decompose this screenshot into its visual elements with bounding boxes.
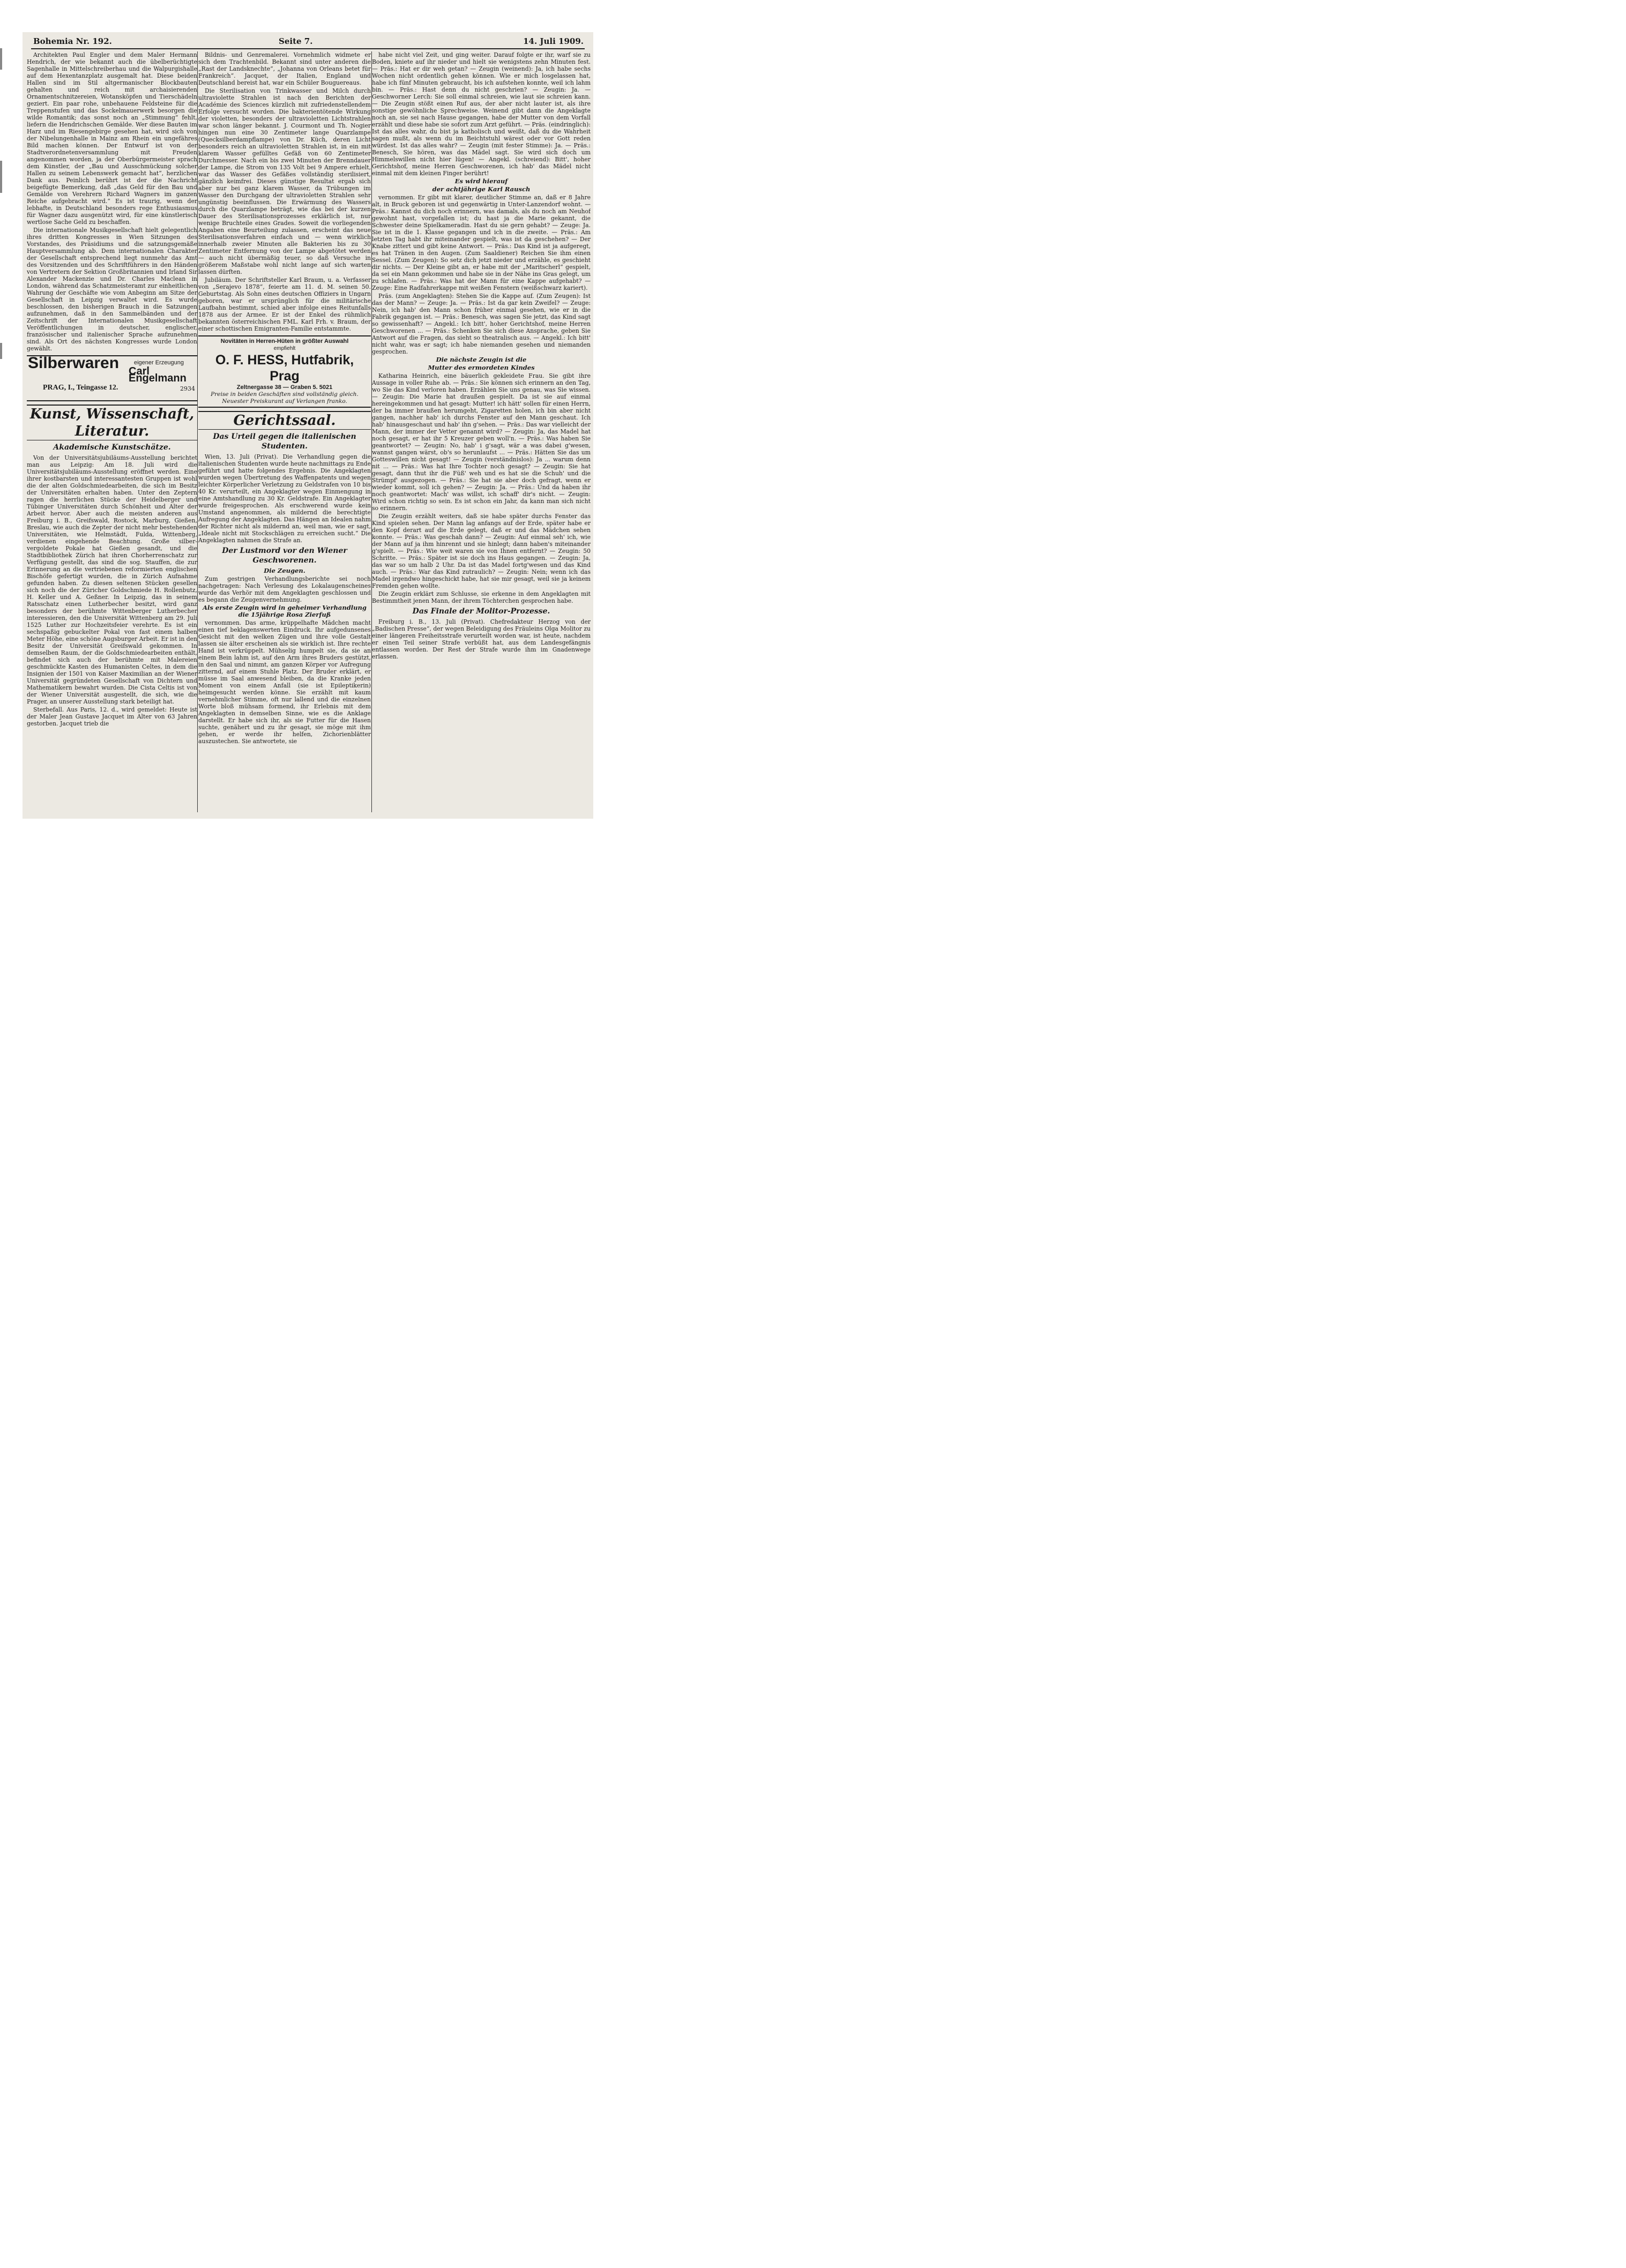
article-paragraph: Wien, 13. Juli (Privat). Die Verhandlung gegen die italienischen Studenten wurde heute nachmittags zu Ende geführt und hatte folgendes Ergebnis. Die Angeklagten wurden wegen Übertretung des Waffenpatents und wegen leichter Körperlicher Verletzung zu Geldstrafen von 10 bis 40 Kr. verurteilt, ein Angeklagter wegen Einmengung in eine Amtshandlung zu 30 Kr. Geldstrafe. Ein Angeklagter wurde freigesprochen. Als erschwerend wurde kein Umstand angenommen, als mildernd die berechtigte Aufregung der Angeklagten. Das Hängen an Idealen nahm der Richter nicht als mildernd an, weil man, wie er sagt, „Ideale nicht mit Stockschlägen zu erreichen sucht.“ Die Angeklagten nahmen die Strafe an. bbox=[198, 453, 371, 544]
article-paragraph: Präs. (zum Angeklagten): Stehen Sie die Kappe auf. (Zum Zeugen): Ist das der Mann? — Zeuge: Ja. — Präs.: Ist da gar kein Zweifel? — Zeuge: Nein, ich hab' den Mann schon früher einmal gesehen, wie er in die Fabrik gegangen ist. — Präs.: Benesch, was sagen Sie jetzt, das Kind sagt so gewissenhaft? — Angekl.: Ich bitt', hoher Gerichtshof, meine Herren Geschworenen ... — Präs.: Schenken Sie sich diese Ansprache, geben Sie Antwort auf die Fragen, das sieht so theatralisch aus. — Angekl.: Ich bitt' nicht wahr, was er sagt; ich habe niemanden gesehen und niemanden gesprochen. bbox=[372, 293, 591, 355]
column-1 bbox=[27, 51, 197, 812]
article-subheadline: Die Zeugen. bbox=[264, 567, 305, 574]
header-left: Bohemia Nr. 192. bbox=[33, 36, 112, 46]
article-subheadline: der achtjährige Karl Rausch bbox=[432, 185, 531, 193]
article-paragraph: Die Zeugin erklärt zum Schlusse, sie erkenne in dem Angeklagten mit Bestimmtheit jenen Mann, der ihrem Töchterchen gesprochen habe. bbox=[372, 590, 591, 604]
article-paragraph: Die internationale Musikgesellschaft hielt gelegentlich ihres dritten Kongresses in Wien Sitzungen des Vorstandes, des Präsidiums und die satzungsgemäße Hauptversammlung ab. Dem internationalen Charakter der Gesellschaft entsprechend liegt nunmehr das Amt des Vorsitzenden und des Schriftführers in den Händen von Vertretern der Sektion Großbritannien und Irland Sir Alexander Mackenzie und Dr. Charles Maclean in London, während das Schatzmeisteramt zur einheitlichen Wahrung der Geschäfte wie vom Anbeginn am Sitze der Gesellschaft in Leipzig verwaltet wird. Es wurde beschlossen, den bisherigen Brauch in die Satzungen aufzunehmen, daß in den Sammelbänden und der Zeitschrift der Internationalen Musikgesellschaft Veröffentlichungen in deutscher, englischer, französischer und italienischer Sprache aufzunehmen sind. Als Ort des nächsten Kongresses wurde London gewählt. bbox=[27, 227, 197, 352]
ad-code: 5021 bbox=[319, 384, 333, 391]
article-paragraph: habe nicht viel Zeit, und ging weiter. Darauf folgte er ihr, warf sie zu Boden, kniete auf ihr nieder und hielt sie wenigstens zehn Minuten fest. — Präs.: Hat er dir weh getan? — Zeugin (weinend): Ja, ich habe sechs Wochen nicht ordentlich gehen können. Wie er mich losgelassen hat, habe ich fünf Minuten gebraucht, bis ich aufstehen konnte, weil ich lahm bin. — Präs.: Hast denn du nicht geschrien? — Zeugin: Ja. — Geschworner Lerch: Sie soll einmal schreien, wie laut sie schreien kann. — Die Zeugin stößt einen Ruf aus, der aber nicht lauter ist, als ihre sonstige gewöhnliche Sprechweise. Weinend gibt dann die Angeklagte noch an, sie sei nach Hause gegangen, habe der Mutter von dem Vorfall erzählt und diese habe sie sofort zum Arzt geführt. — Präs. (eindringlich): Ist das alles wahr, du bist ja katholisch und weißt, daß du die Wahrheit sagen mußt, als wenn du im Beichtstuhl wärest oder vor Gott reden würdest. Ist das alles wahr? — Zeugin (mit fester Stimme): Ja. — Präs.: Benesch, Sie hören, was das Mädel sagt. Sie wird sich doch um Himmelswillen nicht hier lügen! — Angekl. (schreiend): Bitt', hoher Gerichtshof, meine Herren Geschworenen, ich hab' das Mädel nicht einmal mit dem kleinen Finger berührt! bbox=[372, 51, 591, 177]
article-paragraph: Zum gestrigen Verhandlungsberichte sei noch nachgetragen: Nach Verlesung des Lokalaugenscheines wurde das Verhör mit dem Angeklagten geschlossen und es begann die Zeugenvernehmung. bbox=[198, 575, 371, 603]
column-divider bbox=[197, 51, 198, 812]
article-paragraph: Jubiläum. Der Schriftsteller Karl Braum, u. a. Verfasser von „Serajevo 1878“, feierte am 11. d. M. seinen 50. Geburtstag. Als Sohn eines deutschen Offiziers in Ungarn geboren, war er ursprünglich für die militärische Laufbahn bestimmt, schied aber infolge eines Reitunfalls 1878 aus der Armee. Er ist der Enkel des rühmlich bekannten österreichischen FML. Karl Frh. v. Braum, der einer schottischen Emigranten-Familie entstammte. bbox=[198, 276, 371, 332]
article-subheadline: Als erste Zeugin wird in geheimer Verhandlung die 15jährige Rosa Zierfuß bbox=[203, 604, 367, 618]
article-subheadline: Mutter des ermordeten Kindes bbox=[428, 364, 535, 371]
ad-address-text: Zeltnergasse 38 — Graben 5. bbox=[236, 384, 318, 391]
scan-edge-mark bbox=[0, 48, 2, 70]
article-headline: Das Finale der Molitor-Prozesse. bbox=[412, 607, 550, 616]
ad-firm-name: O. F. HESS, Hutfabrik, Prag bbox=[215, 353, 354, 384]
ad-note: Preise in beiden Geschäften sind vollständig gleich. Neuester Preiskurant auf Verlangen franko. bbox=[211, 391, 359, 405]
header-date: 14. Juli 1909. bbox=[523, 36, 584, 46]
section-title: Kunst, Wissenschaft, Literatur. bbox=[27, 405, 197, 440]
article-subheadline: Es wird hierauf bbox=[454, 177, 508, 185]
section-title: Gerichtssaal. bbox=[198, 411, 371, 430]
article-paragraph: Architekten Paul Engler und dem Maler Hermann Hendrich, der wie bekannt auch die übelberüchtigte Sagenhalle in Mittelschreiberhau und die Walpurgishalle auf dem Hexentanzplatz ausgemalt hat. Diese beiden Hallen sind im Stil altgermanischer Blockbauten gehalten und reich mit archaisierenden Ornamentschnitzereien, Wotansköpfen und Tierschädeln geziert. Ein paar rohe, unbehauene Feldsteine für die Treppenstufen und das Sockelmauerwerk besorgen die wilde Romantik; das sonst noch an „Stimmung“ fehlt, liefern die Hendrichschen Gemälde. Wer diese Bauten im Harz und im Riesengebirge gesehen hat, wird sich von der Nibelungenhalle in Mainz am Rhein ein ungefähres Bild machen können. Der Entwurf ist von der Stadtverordnetenversammlung mit Freuden angenommen worden, ja der Oberbürgermeister sprach dem Künstler, der „Bau und Ausschmückung solcher Hallen zu seinem Lebenswerk gemacht hat“, herzlichen Dank aus. Peinlich berührt ist der die Nachricht beigefügte Bemerkung, daß „das Geld für den Bau und Gemälde von Verehrern Richard Wagners im ganzen Reiche aufgebracht wird.“ Es ist traurig, wenn der lebhafte, in Deutschland besonders rege Enthusiasmus für Wagner dazu ausgenützt wird, für eine künstlerisch wertlose Sache Geld zu beschaffen. bbox=[27, 51, 197, 226]
article-subheadline: Die nächste Zeugin ist die bbox=[436, 356, 527, 363]
ad-firm-name: Carl Engelmann bbox=[129, 365, 187, 384]
article-paragraph: Freiburg i. B., 13. Juli (Privat). Chefredakteur Herzog von der „Badischen Presse“, der wegen Beleidigung des Fräuleins Olga Molitor zu einer längeren Freiheitsstrafe verurteilt worden war, ist heute, nachdem er einen Teil seiner Strafe verbüßt hat, aus dem Landesgefängnis entlassen worden. Der Rest der Strafe wurde ihm im Gnadenwege erlassen. bbox=[372, 618, 591, 660]
article-headline: Das Urteil gegen die italienischen Studenten. bbox=[213, 432, 356, 451]
article-headline: Akademische Kunstschätze. bbox=[53, 443, 171, 452]
ad-address: PRAG, I., Teingasse 12. bbox=[43, 384, 118, 392]
article-headline: Der Lustmord vor den Wiener Geschworenen. bbox=[222, 547, 347, 565]
ad-code: 2934 bbox=[180, 385, 195, 392]
header-rule bbox=[31, 48, 585, 49]
scan-edge-mark bbox=[0, 343, 2, 359]
ad-subline: eigener Erzeugung bbox=[134, 360, 184, 366]
article-paragraph: Von der Universitätsjubiläums-Ausstellung berichtet man aus Leipzig: Am 18. Juli wird die Universitätsjubiläums-Ausstellung eröffnet werden. Eine ihrer kostbarsten und interessantesten Gruppen ist wohl die der alten Goldschmiedearbeiten, die sich im Besitz der Universitäten erhalten haben. Unter den Zeptern ragen die herrlichen Stücke der Heidelberger und Tübinger Universitäten durch Schönheit und Alter der Arbeit hervor. Aber auch die meisten anderen aus Freiburg i. B., Greifswald, Rostock, Marburg, Gießen, Breslau, wie auch die Zepter der nicht mehr bestehenden Universitäten, wie Helmstädt, Fulda, Wittenberg, verdienen eingehende Beachtung. Große silber-vergoldete Pokale hat Gießen gesandt, und die Stadtbibliothek Zürich hat ihren Chorherrenschatz zur Verfügung gestellt, das sind die sog. Stauffen, die zur Erinnerung an die vertriebenen reformierten englischen Bischöfe gefertigt wurden, die in Zürich Aufnahme gefunden haben. Zu diesen seltenen Stücken gesellen sich noch die der Züricher Goldschmiede H. Rollenbutz, H. Keller und A. Geßner. In Leipzig, das in seinem Ratsschatz einen Lutherbecher besitzt, wird ganz besonders der berühmte Wittenberger Lutherbecher interessieren, den die Universität Wittenberg am 29. Juli 1525 Luther zur Hochzeitsfeier verehrte. Es ist ein sechspaßig gebuckelter Pokal von fast einem halben Meter Höhe, eine schöne Augsburger Arbeit. Er ist in den Besitz der Universität Greifswald gekommen. In demselben Raum, der die Goldschmiedearbeiten enthält, befindet sich auch der berühmte mit Malereien geschmückte Kasten des Humanisten Celtes, in dem die Insignien der 1501 von Kaiser Maximilian an der Wiener Universität gegründeten Gesellschaft von Dichtern und Mathematikern bewahrt wurden. Die Cista Celtis ist von der Wiener Universität ausgestellt, die sich, wie die Prager, an unserer Ausstellung stark beteiligt hat. bbox=[27, 454, 197, 705]
article-paragraph: vernommen. Das arme, krüppelhafte Mädchen macht einen tief beklagenswerten Eindruck. Ihr aufgedunsenes Gesicht mit den welken Zügen und ihre volle Gestalt lassen sie älter erscheinen als sie wirklich ist. Ihre rechte Hand ist verkrüppelt. Mühselig humpelt sie, da sie an einem Bein lahm ist, auf den Arm ihres Bruders gestützt, in den Saal und nimmt, am ganzen Körper vor Aufregung zitternd, auf einem Stuhle Platz. Der Bruder erklärt, er müsse im Saal anwesend bleiben, da die Kranke jeden Moment von einem Anfall (sie ist Epileptikerin) heimgesucht werden könne. Sie erzählt mit kaum vernehmlicher Stimme, oft nur lallend und die einzelnen Worte bloß mühsam formend, ihr Erlebnis mit dem Angeklagten in demselben Sinne, wie es die Anklage darstellt. Er habe sich ihr, als sie Futter für die Hasen suchte, genähert und zu ihr gesagt, sie möge mit ihm gehen, er werde ihr helfen, Zichorienblätter auszustechen. Sie antwortete, sie bbox=[198, 619, 371, 745]
article-paragraph: Katharina Heinrich, eine bäuerlich gekleidete Frau. Sie gibt ihre Aussage in voller Ruhe ab. — Präs.: Sie können sich erinnern an den Tag, wo Sie das Kind verloren haben. Erzählen Sie uns genau, was Sie wissen. — Zeugin: Die Marie hat draußen gespielt. Da ist sie auf einmal hereingekommen und hat gesagt: Mutter! ich hätt' sollen für einen Herrn, der ba immer braußen herumgeht, Zigaretten holen, ich bin aber nicht gangen, nachher hab' ich durchs Fenster auf den Mann geschaut. Ich hab' hinausgeschaut und hab' ihn g'sehen. — Präs.: Das war vielleicht der Mann, der immer der Vetter genannt wird? — Zeugin: Ja, das Madel hat noch gesagt, er hat ihr 5 Kreuzer geben woll'n. — Präs.: Was haben Sie geantwortet? — Zeugin: No, hab' i g'sagt, wär a was dabei g'wesen, wannst gangen wärst, ob's so herunlaufst ... — Präs.: Hätten Sie das um Gotteswillen nicht gesagt! — Zeugin (verständnislos): Ja ... warum denn nit ... — Präs.: Was hat Ihre Tochter noch gesagt? — Zeugin: Sie hat gesagt, dann thut ihr die Füß' weh und es hat sie die Schuh' und die Strümpf' ausgezogen. — Präs.: Sie hat sie aber doch gefragt, wenn er wieder kommt, soll ich gehen? — Zeugin: Ja. — Präs.: Und da haben ihr noch geantwortet: Mach' was willst, ich schaff' dir's nicht. — Zeugin: Wird schon richtig so sein. Es ist schon ein Jahr, da kann man sich nicht so erinnern. bbox=[372, 372, 591, 512]
article-paragraph: Die Zeugin erzählt weiters, daß sie habe später durchs Fenster das Kind spielen sehen. Der Mann lag anfangs auf der Erde, später habe er den Kopf derart auf die Erde gelegt, daß er und das Mädchen sehen konnte. — Präs.: Was geschah dann? — Zeugin: Auf einmal seh' ich, wie der Mann auf ja ihm hinrennt und sie hinlegt; dann haben's miteinander g'spielt. — Präs.: Wie weit waren sie von Ihnen entfernt? — Zeugin: 50 Schritte. — Präs.: Später ist sie doch ins Haus gegangen. — Zeugin: Ja, das war so um halb 2 Uhr. Da ist das Madel fortg'wesen und das Kind auch. — Präs.: War das Kind zutraulich? — Zeugin: Nein; wenn ich das Madel irgendwo hingeschickt habe, hat sie mir gesagt, weil sie ja keinem Fremden gehen wollte. bbox=[372, 513, 591, 589]
column-2 bbox=[198, 51, 371, 812]
advertisement-engelmann bbox=[27, 355, 197, 401]
scan-edge-mark bbox=[0, 161, 2, 193]
ad-line: Novitäten in Herren-Hüten in größter Auswahl bbox=[220, 338, 349, 345]
column-3 bbox=[372, 51, 591, 812]
article-paragraph: Die Sterilisation von Trinkwasser und Milch durch ultraviolette Strahlen ist nach den Berichten der Académie des Sciences kürzlich mit zufriedenstellendem Erfolge versucht worden. Die bakterientötende Wirkung der violetten, besonders der ultravioletten Lichtstrahlen war schon länger bekannt. J. Courmont und Th. Nogier hingen nun eine 30 Zentimeter lange Quarzlampe (Quecksilberdampflampe) von Dr. Küch, deren Licht besonders reich an ultravioletten Strahlen ist, in ein mit klarem Wasser gefülltes Gefäß von 60 Zentimeter Durchmesser. Nach ein bis zwei Minuten der Brenndauer der Lampe, die Strom von 135 Volt bei 9 Ampere erhielt, war das Wasser des Gefäßes vollständig sterilisiert, gänzlich keimfrei. Dieses günstige Resultat ergab sich aber nur bei ganz klarem Wasser, da Trübungen im Wasser den Durchgang der ultravioletten Strahlen sehr ungünstig beeinflussen. Die Erwärmung des Wassers durch die Quarzlampe beträgt, wie das bei der kurzen Dauer des Sterilisationsprozesses erklärlich ist, nur wenige Bruchteile eines Grades. Soweit die vorliegenden Angaben eine Beurteilung zulassen, erscheint das neue Sterilisationsverfahren einfach und — wenn wirklich innerhalb zweier Minuten alle Bakterien bis zu 30 Zentimeter Entfernung von der Lampe abgetötet werden — auch nicht übermäßig teuer, so daß Versuche in größerem Maßstabe wohl nicht lange auf sich warten lassen dürften. bbox=[198, 87, 371, 275]
header-page-number: Seite 7. bbox=[279, 36, 313, 46]
ad-address bbox=[199, 384, 370, 391]
article-paragraph: Bildnis- und Genremalerei. Vornehmlich widmete er sich dem Trachtenbild. Bekannt sind unter anderen die „Rast der Landsknechte“, „Johanna von Orleans betet für Frankreich“. Jacquet, der Italien, England und Deutschland bereist hat, war ein Schüler Bouguereaus. bbox=[198, 51, 371, 86]
newspaper-page bbox=[23, 32, 593, 819]
ad-headline: Silberwaren bbox=[28, 354, 120, 372]
advertisement-hess bbox=[198, 335, 371, 408]
article-paragraph: Sterbefall. Aus Paris, 12. d., wird gemeldet: Heute ist der Maler Jean Gustave Jacquet im Alter von 63 Jahren gestorben. Jacquet trieb die bbox=[27, 706, 197, 727]
article-paragraph: vernommen. Er gibt mit klarer, deutlicher Stimme an, daß er 8 Jahre alt, in Bruck geboren ist und gegenwärtig in Unter-Lanzendorf wohnt. — Präs.: Kannst du dich noch erinnern, was damals, als du noch am Neuhof gewohnt hast, vorgefallen ist; du hast ja die Marie gekannt, die Schwester deine Spielkameradin. Hast du sie gern gehabt? — Zeuge: Ja. Sie ist in die 1. Klasse gegangen und ich in die zweite. — Präs.: Am letzten Tag habt ihr miteinander gespielt, was ist da geschehen? — Der Knabe zittert und gibt keine Antwort. — Präs.: Das Kind ist ja aufgeregt, es hat Tränen in den Augen. (Zum Saaldiener) Reichen Sie ihm einen Sessel. (Zum Zeugen): So setz dich jetzt nieder und erzähle, es geschieht dir nichts. — Der Kleine gibt an, er habe mit der „Maritscherl“ gespielt, da sei ein Mann gekommen und habe sie in der Nähe ins Gras gelegt, um zu schlafen. — Präs.: Was hat der Mann für eine Kappe aufgehabt? — Zeuge: Eine Radfahrerkappe mit weißen Fenstern (weißschwarz kariert). bbox=[372, 194, 591, 291]
ad-line: empfiehlt bbox=[273, 346, 296, 351]
